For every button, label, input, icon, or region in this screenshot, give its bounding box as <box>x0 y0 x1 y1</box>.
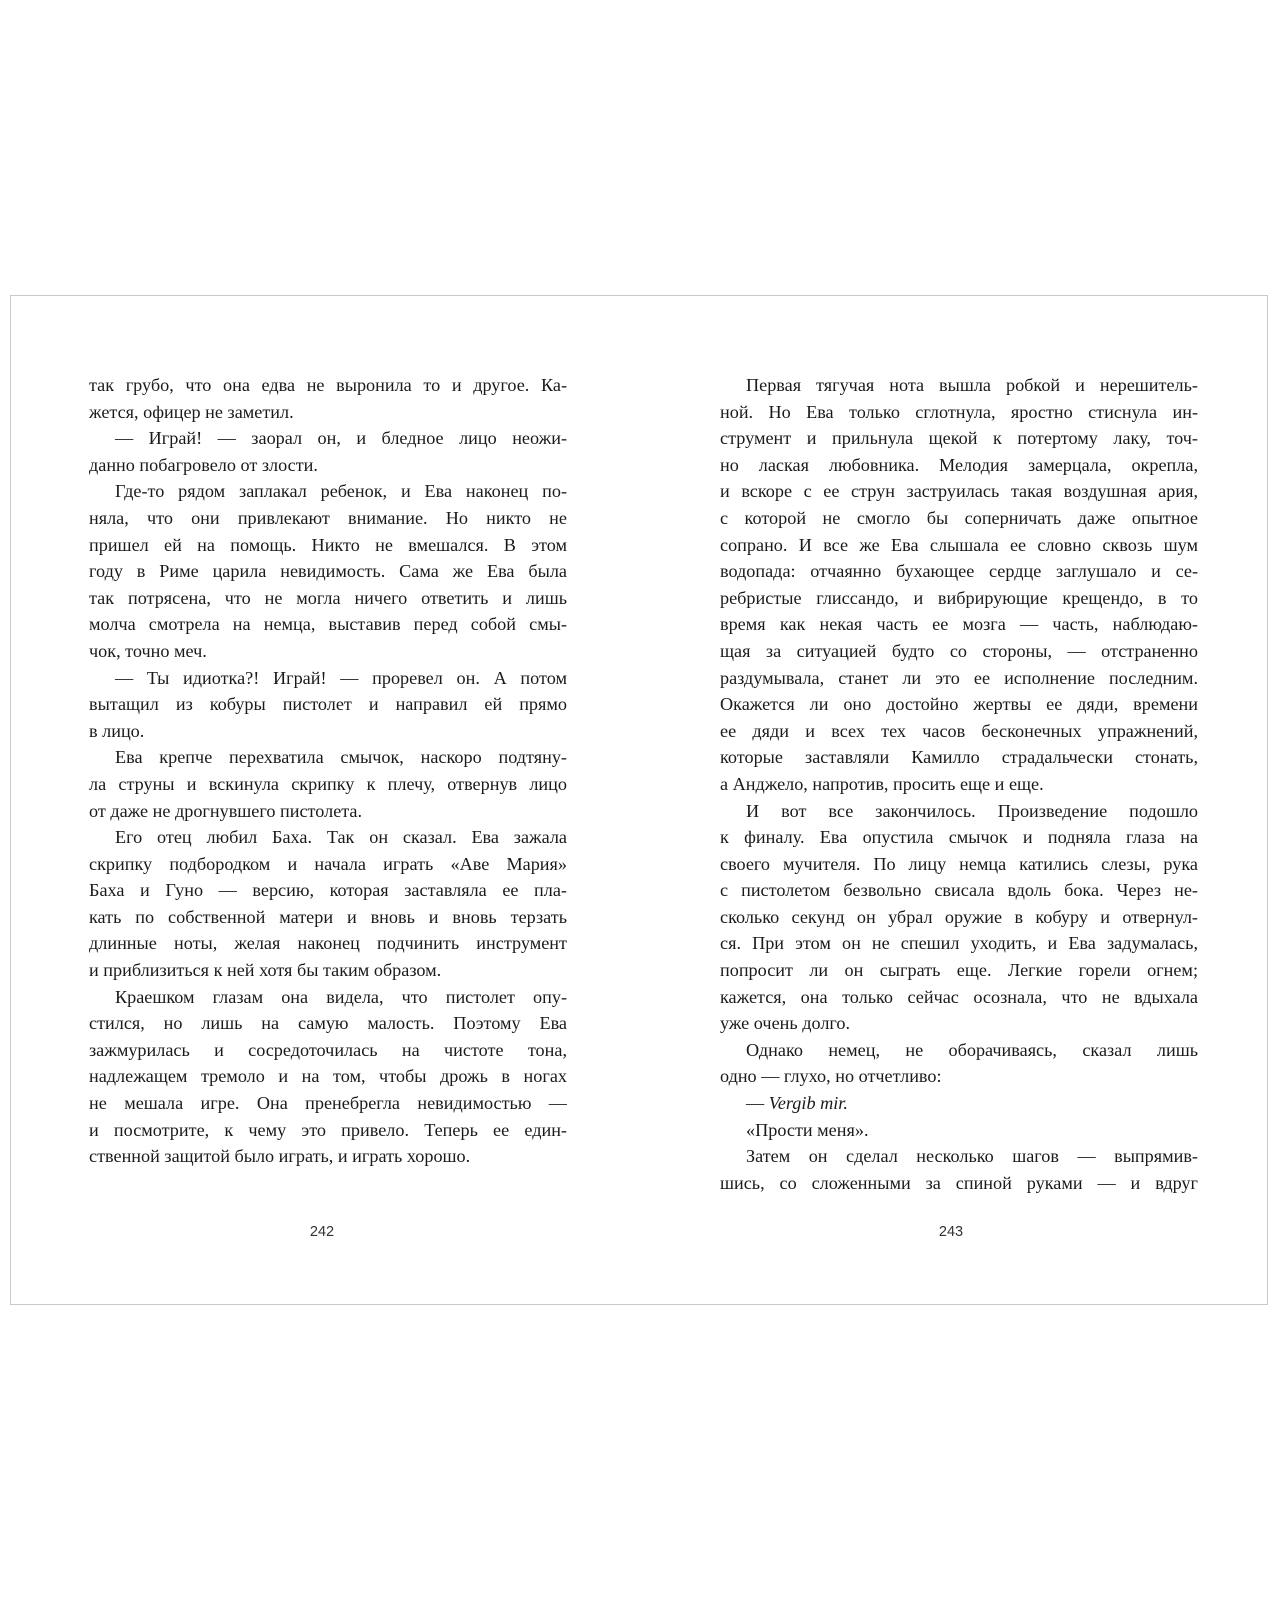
line-text: которые заставляли Камилло страдальчески стонать, <box>720 747 1198 768</box>
line-text: сколько секунд он убрал оружие в кобуру и отвернул- <box>720 906 1198 927</box>
line-text: и приблизиться к ней хотя бы таким образом. <box>89 960 442 981</box>
line-text: время как некая часть ее мозга — часть, наблюдаю- <box>720 614 1198 635</box>
line-text: своего мучителя. По лицу немца катились слезы, рука <box>720 853 1198 874</box>
text-line <box>89 1090 567 1117</box>
text-line <box>89 1117 567 1144</box>
text-line <box>720 904 1198 931</box>
line-text: не мешала игре. Она пренебрегла невидимостью — <box>89 1093 567 1114</box>
line-text: — Ты идиотка?! Играй! — проревел он. А потом <box>115 667 567 688</box>
line-text: в лицо. <box>89 720 145 741</box>
text-line <box>89 372 567 399</box>
text-line <box>720 585 1198 612</box>
left-page <box>89 372 567 1212</box>
text-line <box>720 372 1198 399</box>
text-line <box>89 957 567 984</box>
right-page-number: 243 <box>938 1224 964 1240</box>
text-line <box>89 558 567 585</box>
line-text: Где-то рядом заплакал ребенок, и Ева наконец по- <box>115 481 567 502</box>
left-page-text <box>89 372 567 1212</box>
text-line <box>720 1037 1198 1064</box>
text-line <box>89 798 567 825</box>
line-text: так потрясена, что не могла ничего ответить и лишь <box>89 587 567 608</box>
line-text: ребристые глиссандо, и вибрирующие крещендо, в то <box>720 587 1198 608</box>
line-text: Затем он сделал несколько шагов — выпрямив- <box>746 1146 1198 1167</box>
line-text: одно — глухо, но отчетливо: <box>720 1066 942 1087</box>
line-text: от даже не дрогнувшего пистолета. <box>89 800 363 821</box>
line-text: длинные ноты, желая наконец подчинить инструмент <box>89 933 567 954</box>
line-text: попросит ли он сыграть еще. Легкие горели огнем; <box>720 960 1198 981</box>
line-text: водопада: отчаянно бухающее сердце заглушало и се- <box>720 561 1198 582</box>
line-text: с которой не смогло бы соперничать даже опытное <box>720 507 1198 528</box>
line-text: ее дяди и всех тех часов бесконечных упражнений, <box>720 720 1198 741</box>
text-line <box>720 1090 1198 1117</box>
line-text: к финалу. Ева опустила смычок и подняла глаза на <box>720 827 1198 848</box>
text-line <box>89 478 567 505</box>
text-line <box>720 611 1198 638</box>
line-text: Краешком глазам она видела, что пистолет опу- <box>115 986 567 1007</box>
line-text: с пистолетом безвольно свисала вдоль бока. Через не- <box>720 880 1198 901</box>
line-text: скрипку подбородком и начала играть «Аве Мария» <box>89 853 567 874</box>
line-text: чок, точно меч. <box>89 640 207 661</box>
line-text: ла струны и вскинула скрипку к плечу, отвернув лицо <box>89 773 567 794</box>
line-text: Окажется ли оно достойно жертвы ее дяди, времени <box>720 694 1198 715</box>
text-line <box>720 638 1198 665</box>
text-line <box>720 930 1198 957</box>
line-text: вытащил из кобуры пистолет и направил ей прямо <box>89 694 567 715</box>
text-line <box>720 1170 1198 1197</box>
text-line <box>720 665 1198 692</box>
line-text: и посмотрите, к чему это привело. Теперь ее един- <box>89 1119 567 1140</box>
line-italic-text: Vergib mir. <box>768 1093 848 1114</box>
line-text: а Анджело, напротив, просить еще и еще. <box>720 773 1044 794</box>
text-line <box>720 1063 1198 1090</box>
right-page-text <box>720 372 1198 1212</box>
text-line <box>720 1143 1198 1170</box>
line-text: шись, со сложенными за спиной руками — и вдруг <box>720 1172 1198 1193</box>
text-line <box>720 399 1198 426</box>
line-text: жется, офицер не заметил. <box>89 401 294 422</box>
line-text: струмент и прильнула щекой к потертому лаку, точ- <box>720 428 1198 449</box>
line-text: стился, но лишь на самую малость. Поэтому Ева <box>89 1013 567 1034</box>
text-line <box>720 771 1198 798</box>
text-line <box>89 771 567 798</box>
line-text: Однако немец, не оборачиваясь, сказал лишь <box>746 1039 1198 1060</box>
text-line <box>720 691 1198 718</box>
right-page <box>720 372 1198 1212</box>
line-text: Баха и Гуно — версию, которая заставляла ее пла- <box>89 880 567 901</box>
text-line <box>720 478 1198 505</box>
text-line <box>89 984 567 1011</box>
text-line <box>720 1010 1198 1037</box>
line-text: няла, что они привлекают внимание. Но никто не <box>89 507 567 528</box>
text-line <box>89 399 567 426</box>
line-text: Ева крепче перехватила смычок, наскоро подтяну- <box>115 747 567 768</box>
text-line <box>720 505 1198 532</box>
text-line <box>720 425 1198 452</box>
left-page-number: 242 <box>309 1224 335 1240</box>
text-line <box>89 638 567 665</box>
text-line <box>720 824 1198 851</box>
text-line <box>89 452 567 479</box>
text-line <box>89 665 567 692</box>
line-text: надлежащем тремоло и на том, чтобы дрожь в ногах <box>89 1066 567 1087</box>
line-text: — Играй! — заорал он, и бледное лицо неожи- <box>115 428 567 449</box>
line-text: ся. При этом он не спешил уходить, и Ева задумалась, <box>720 933 1198 954</box>
line-text: пришел ей на помощь. Никто не вмешался. В этом <box>89 534 567 555</box>
line-text: году в Риме царила невидимость. Сама же Ева была <box>89 561 567 582</box>
line-text: кажется, она только сейчас осознала, что не вдыхала <box>720 986 1198 1007</box>
text-line <box>89 718 567 745</box>
line-text: кать по собственной матери и вновь и вновь терзать <box>89 906 567 927</box>
text-line <box>720 532 1198 559</box>
line-text: ной. Но Ева только сглотнула, яростно стиснула ин- <box>720 401 1198 422</box>
line-text: — <box>746 1093 769 1114</box>
text-line <box>720 877 1198 904</box>
book-spread <box>10 295 1268 1305</box>
text-line <box>89 691 567 718</box>
text-line <box>720 1117 1198 1144</box>
text-line <box>720 957 1198 984</box>
text-line <box>89 1063 567 1090</box>
line-text: данно побагровело от злости. <box>89 454 318 475</box>
text-line <box>89 1010 567 1037</box>
line-text: молча смотрела на немца, выставив перед собой смы- <box>89 614 567 635</box>
line-text: сопрано. И все же Ева слышала ее словно сквозь шум <box>720 534 1198 555</box>
text-line <box>89 611 567 638</box>
text-line <box>89 877 567 904</box>
text-line <box>720 798 1198 825</box>
text-line <box>720 718 1198 745</box>
line-text: и вскоре с ее струн заструилась такая воздушная ария, <box>720 481 1198 502</box>
text-line <box>720 558 1198 585</box>
line-text: Его отец любил Баха. Так он сказал. Ева зажала <box>115 827 567 848</box>
text-line <box>89 824 567 851</box>
text-line <box>89 904 567 931</box>
text-line <box>89 425 567 452</box>
text-line <box>720 851 1198 878</box>
line-text: так грубо, что она едва не выронила то и другое. Ка- <box>89 375 567 395</box>
text-line <box>89 1143 567 1170</box>
text-line <box>89 744 567 771</box>
text-line <box>720 452 1198 479</box>
text-line <box>720 984 1198 1011</box>
text-line <box>89 930 567 957</box>
text-line <box>89 532 567 559</box>
line-text: щая за ситуацией будто со стороны, — отстраненно <box>720 640 1198 661</box>
line-text: но лаская любовника. Мелодия замерцала, окрепла, <box>720 454 1198 475</box>
text-line <box>89 1037 567 1064</box>
text-line <box>720 744 1198 771</box>
text-line <box>89 505 567 532</box>
line-text: раздумывала, станет ли это ее исполнение последним. <box>720 667 1198 688</box>
text-line <box>89 585 567 612</box>
line-text: «Прости меня». <box>746 1119 869 1140</box>
line-text: И вот все закончилось. Произведение подошло <box>746 800 1198 821</box>
line-text: уже очень долго. <box>720 1013 851 1034</box>
text-line <box>89 851 567 878</box>
line-text: зажмурилась и сосредоточилась на чистоте тона, <box>89 1039 567 1060</box>
line-text: ственной защитой было играть, и играть хорошо. <box>89 1146 471 1167</box>
line-text: Первая тягучая нота вышла робкой и нерешитель- <box>746 375 1198 395</box>
